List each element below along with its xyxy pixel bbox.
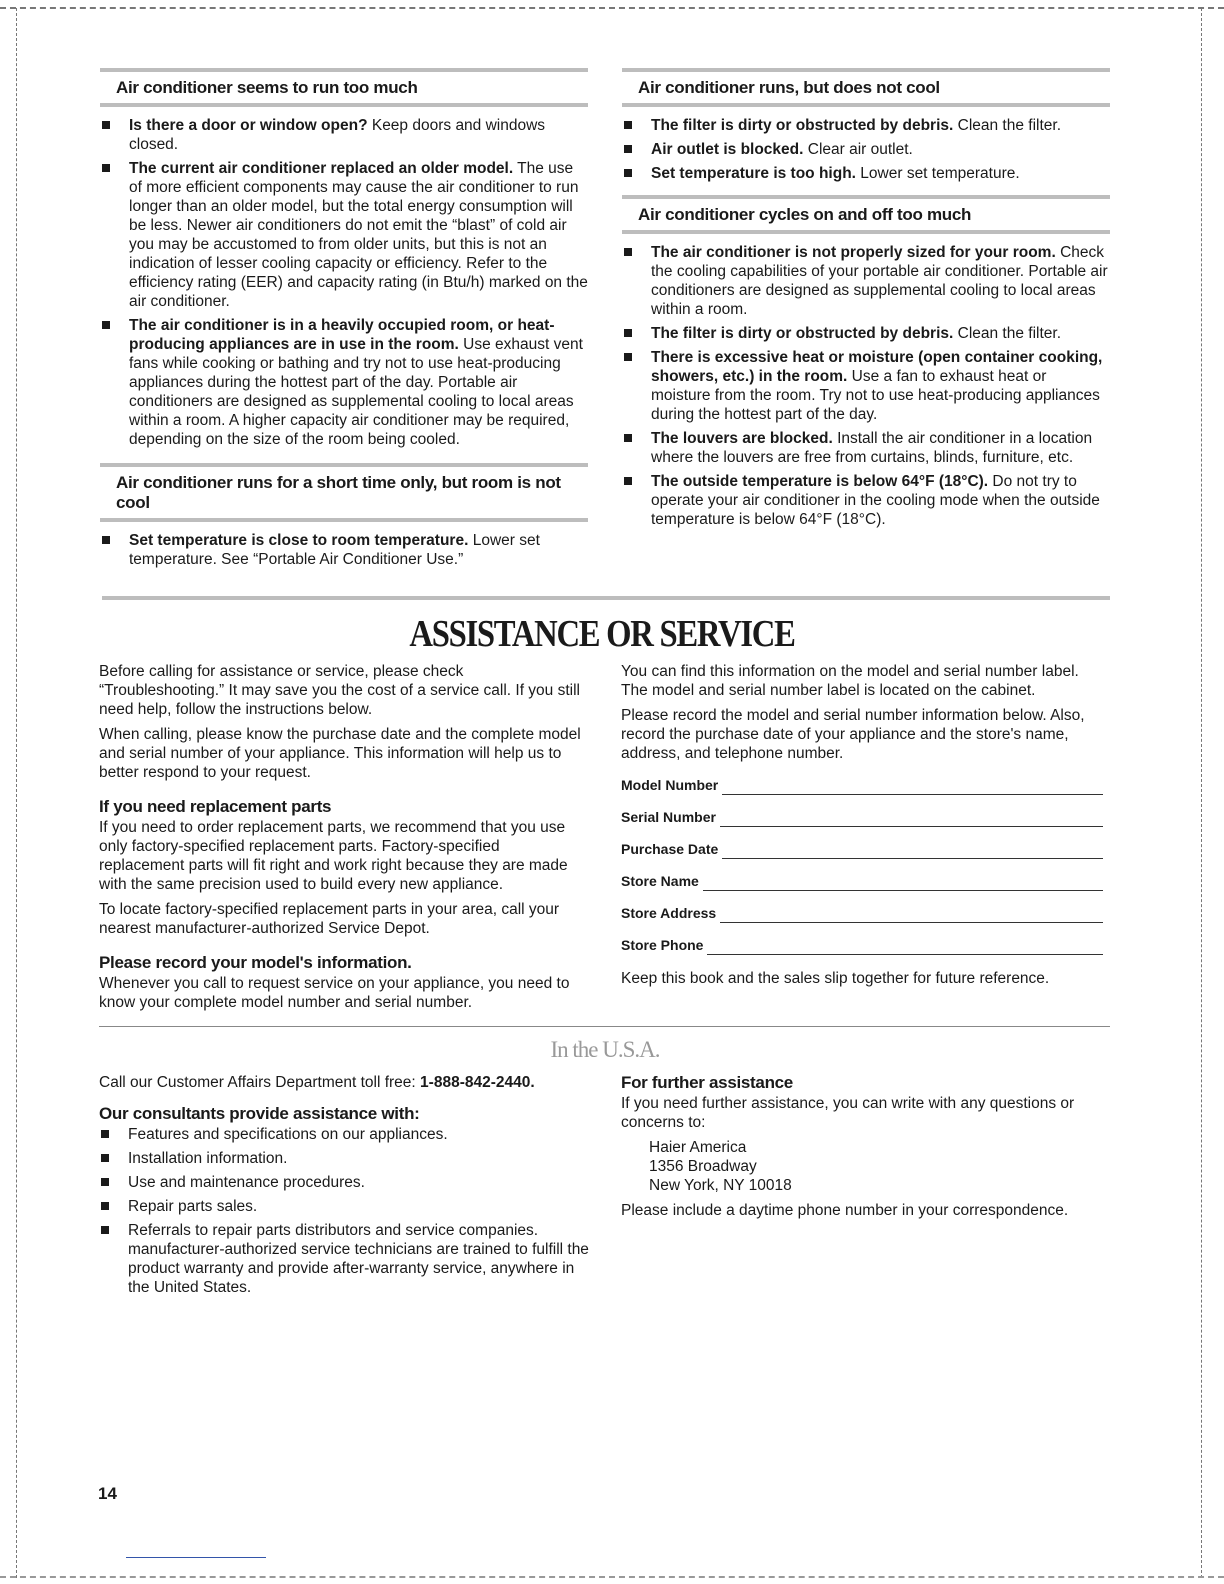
item-text: Install the air conditioner in a location where the louvers are free from curtains, blinds, furniture, etc. bbox=[651, 430, 1093, 466]
item-text: Installation information. bbox=[128, 1150, 288, 1167]
replacement-parts-heading: If you need replacement parts bbox=[99, 797, 332, 816]
address-line: New York, NY 10018 bbox=[649, 1177, 792, 1194]
item-lead: There is excessive heat or moisture (open container cooking, showers, etc.) in the room. bbox=[651, 349, 1103, 385]
list-item bbox=[100, 159, 588, 311]
cut-line-right bbox=[1201, 8, 1202, 1578]
cut-line-top bbox=[0, 7, 1224, 9]
item-lead: The air conditioner is not properly sized for your room. bbox=[651, 244, 1056, 261]
include-phone-text: Please include a daytime phone number in your correspondence. bbox=[621, 1202, 1069, 1219]
bullet-icon bbox=[624, 353, 632, 361]
usa-heading: In the U.S.A. bbox=[550, 1037, 660, 1062]
bullet-icon bbox=[101, 1226, 109, 1234]
bullet-icon bbox=[102, 164, 110, 172]
list-item bbox=[622, 140, 1110, 159]
bullet-icon bbox=[101, 1178, 109, 1186]
page-title: ASSISTANCE OR SERVICE bbox=[409, 613, 795, 655]
record-instructions-text: Please record the model and serial number information below. Also, record the purchase date of your appliance and the store's name, address, and telephone number. bbox=[621, 707, 1085, 762]
address-line: Haier America bbox=[649, 1139, 747, 1156]
bullet-icon bbox=[624, 121, 632, 129]
store-phone-field[interactable] bbox=[707, 940, 1103, 955]
section-heading-short-time: Air conditioner runs for a short time only, but room is not cool bbox=[100, 463, 588, 522]
item-lead: Set temperature is close to room temperature. bbox=[129, 532, 469, 549]
bullet-icon bbox=[101, 1202, 109, 1210]
form-row-model-number: Model Number bbox=[621, 763, 1103, 795]
item-lead: Air outlet is blocked. bbox=[651, 141, 804, 158]
bullet-icon bbox=[101, 1130, 109, 1138]
bullet-icon bbox=[624, 329, 632, 337]
record-form bbox=[621, 763, 1103, 955]
item-lead: The filter is dirty or obstructed by debris. bbox=[651, 117, 954, 134]
bullet-icon bbox=[102, 121, 110, 129]
item-text: Clean the filter. bbox=[953, 325, 1062, 342]
bullet-icon bbox=[102, 536, 110, 544]
list-item bbox=[622, 429, 1110, 467]
call-text: Call our Customer Affairs Department toll free: 1-888-842-2440. bbox=[99, 1074, 535, 1091]
item-text: Use and maintenance procedures. bbox=[128, 1174, 365, 1191]
bullet-icon bbox=[624, 434, 632, 442]
model-number-field[interactable] bbox=[722, 780, 1103, 795]
assistance-intro: Before calling for assistance or service, please check “Troubleshooting.” It may save you the cost of a service call. If you still need help, follow the instructions below. bbox=[99, 663, 580, 718]
consultants-list bbox=[99, 1125, 589, 1297]
bullet-icon bbox=[624, 145, 632, 153]
form-row-serial-number: Serial Number bbox=[621, 795, 1103, 827]
list-item bbox=[622, 164, 1110, 183]
short-time-list bbox=[100, 531, 588, 569]
form-row-purchase-date: Purchase Date bbox=[621, 827, 1103, 859]
form-row-store-phone: Store Phone bbox=[621, 923, 1103, 955]
item-text: Repair parts sales. bbox=[128, 1198, 258, 1215]
item-text: Use exhaust vent fans while cooking or bathing and try not to use heat-producing appliances during the hottest part of the day. Portable air conditioners are designed as supplemental cooling to local areas within a room. A higher capacity air conditioner may be required, depending on the size of the room being cooled. bbox=[129, 336, 583, 448]
list-item bbox=[99, 1221, 589, 1297]
further-assistance-heading: For further assistance bbox=[621, 1073, 793, 1092]
item-text: The use of more efficient components may cause the air conditioner to run longer than an older model, but the total energy consumption will be less. Newer air conditioners do not emit the “blast” of cold air you may be accustomed to from older units, but this is not an indication of lesser cooling capacity or efficiency. Refer to the efficiency rating (EER) and capacity rating (in Btu/h) marked on the air conditioner. bbox=[129, 160, 588, 310]
form-row-store-address: Store Address bbox=[621, 891, 1103, 923]
troubleshooting-left-column bbox=[100, 68, 588, 574]
store-name-field[interactable] bbox=[703, 876, 1103, 891]
item-lead: The louvers are blocked. bbox=[651, 430, 833, 447]
item-lead: Is there a door or window open? bbox=[129, 117, 368, 134]
list-item bbox=[622, 116, 1110, 135]
toll-free-phone: 1-888-842-2440. bbox=[420, 1074, 535, 1091]
runs-too-much-list bbox=[100, 116, 588, 449]
assistance-left-column bbox=[99, 662, 587, 1018]
assistance-calling-info: When calling, please know the purchase date and the complete model and serial number of your appliance. This information will help us to better respond to your request. bbox=[99, 726, 581, 781]
store-address-field[interactable] bbox=[720, 908, 1103, 923]
item-lead: The current air conditioner replaced an older model. bbox=[129, 160, 514, 177]
list-item bbox=[100, 316, 588, 449]
section-heading-cycles: Air conditioner cycles on and off too much bbox=[622, 195, 1110, 234]
purchase-date-field[interactable] bbox=[722, 844, 1103, 859]
bullet-icon bbox=[624, 477, 632, 485]
locate-parts-text: To locate factory-specified replacement parts in your area, call your nearest manufacturer-authorized Service Depot. bbox=[99, 901, 560, 937]
list-item bbox=[100, 116, 588, 154]
bullet-icon bbox=[101, 1154, 109, 1162]
list-item bbox=[99, 1197, 589, 1216]
list-item bbox=[622, 472, 1110, 529]
footer-link-line bbox=[126, 1557, 266, 1558]
item-lead: Set temperature is too high. bbox=[651, 165, 856, 182]
bullet-icon bbox=[624, 169, 632, 177]
item-text: Clear air outlet. bbox=[803, 141, 913, 158]
list-item bbox=[622, 348, 1110, 424]
not-cool-list bbox=[622, 116, 1110, 183]
item-lead: The outside temperature is below 64°F (18°C). bbox=[651, 473, 989, 490]
record-info-text: Whenever you call to request service on your appliance, you need to know your complete model number and serial number. bbox=[99, 975, 570, 1011]
section-heading-not-cool: Air conditioner runs, but does not cool bbox=[622, 68, 1110, 107]
item-text: Clean the filter. bbox=[953, 117, 1062, 134]
bullet-icon bbox=[102, 321, 110, 329]
usa-left-column bbox=[99, 1073, 589, 1302]
label-location-text: You can find this information on the model and serial number label. The model and serial number label is located on the cabinet. bbox=[621, 663, 1079, 699]
item-text: Use a fan to exhaust heat or moisture from the room. Try not to use heat-producing appliances during the hottest part of the day. bbox=[651, 368, 1100, 423]
address-line: 1356 Broadway bbox=[649, 1158, 757, 1175]
item-text: Referrals to repair parts distributors and service companies. manufacturer-authorized service technicians are trained to fulfill the product warranty and provide after-warranty service, anywhere in the United States. bbox=[128, 1222, 589, 1296]
further-assistance-text: If you need further assistance, you can write with any questions or concerns to: bbox=[621, 1095, 1075, 1131]
section-heading-runs-too-much: Air conditioner seems to run too much bbox=[100, 68, 588, 107]
divider-rule bbox=[102, 596, 1110, 600]
list-item bbox=[99, 1149, 589, 1168]
keep-book-text: Keep this book and the sales slip together for future reference. bbox=[621, 970, 1050, 987]
usa-right-column bbox=[621, 1073, 1111, 1226]
item-text: Check the cooling capabilities of your portable air conditioner. Portable air conditioners are designed as supplemental cooling to local areas within a room. bbox=[651, 244, 1108, 318]
list-item bbox=[99, 1125, 589, 1144]
item-text: Features and specifications on our appliances. bbox=[128, 1126, 448, 1143]
assistance-right-column bbox=[621, 662, 1103, 994]
cycles-list bbox=[622, 243, 1110, 529]
item-text: Do not try to operate your air conditioner in the cooling mode when the outside temperature is below 64°F (18°C). bbox=[651, 473, 1100, 528]
form-row-store-name: Store Name bbox=[621, 859, 1103, 891]
item-lead: The filter is dirty or obstructed by debris. bbox=[651, 325, 954, 342]
item-text: Lower set temperature. bbox=[855, 165, 1020, 182]
replacement-parts-text: If you need to order replacement parts, we recommend that you use only factory-specified replacement parts. Factory-specified replacement parts will fit right and work right because they are made with the same precision used to build every new appliance. bbox=[99, 819, 568, 893]
bullet-icon bbox=[624, 248, 632, 256]
consultants-heading: Our consultants provide assistance with: bbox=[99, 1104, 420, 1123]
list-item bbox=[100, 531, 588, 569]
list-item bbox=[99, 1173, 589, 1192]
page-number: 14 bbox=[98, 1484, 117, 1503]
serial-number-field[interactable] bbox=[720, 812, 1103, 827]
record-info-heading: Please record your model's information. bbox=[99, 953, 412, 972]
cut-line-left bbox=[16, 8, 17, 1578]
item-text: Keep doors and windows closed. bbox=[129, 117, 546, 153]
troubleshooting-right-column bbox=[622, 68, 1110, 534]
list-item bbox=[622, 324, 1110, 343]
mailing-address bbox=[621, 1138, 1111, 1195]
item-text: Lower set temperature. See “Portable Air Conditioner Use.” bbox=[129, 532, 540, 568]
divider-rule-usa bbox=[99, 1026, 1110, 1027]
list-item bbox=[622, 243, 1110, 319]
cut-line-bottom bbox=[0, 1576, 1224, 1578]
item-lead: The air conditioner is in a heavily occupied room, or heat-producing appliances are in use in the room. bbox=[129, 317, 555, 353]
